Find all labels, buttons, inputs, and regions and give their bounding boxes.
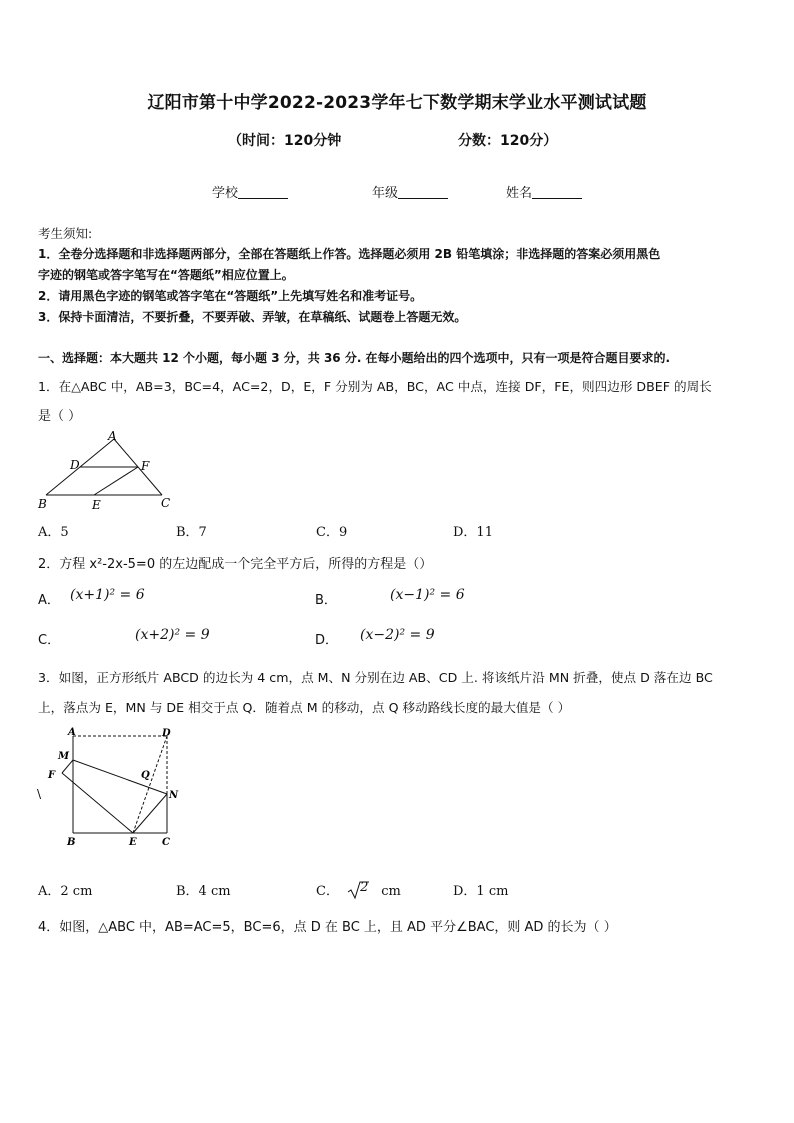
q3-label-q: Q xyxy=(141,770,150,781)
sqrt-argument: 2 xyxy=(360,880,369,895)
q3-segment-en xyxy=(133,794,167,833)
q3-option-c[interactable] xyxy=(316,880,401,900)
q3-label-b: B xyxy=(67,837,76,848)
notice-line-2: 字迹的钢笔或答字笔写在“答题纸”相应位置上。 xyxy=(38,268,294,282)
q2-option-d-label: D． xyxy=(315,633,339,648)
school-blank xyxy=(238,186,288,199)
q2-option-a[interactable]: (x+1)² = 6 xyxy=(70,587,145,603)
exam-score: 分数：120分） xyxy=(458,133,558,149)
q1-label-e: E xyxy=(92,498,101,512)
name-blank xyxy=(532,186,582,199)
notice-line-3: 2．请用黑色字迹的钢笔或答字笔在“答题纸”上先填写姓名和准考证号。 xyxy=(38,289,423,303)
q3-segment-de-dashed xyxy=(133,736,167,833)
q1-label-a: A xyxy=(108,429,117,443)
q3-line-2: 上，落点为 E，MN 与 DE 相交于点 Q．随着点 M 的移动，点 Q 移动路线长度的最大值是（ ） xyxy=(38,700,571,715)
q1-option-b[interactable]: B．7 xyxy=(176,525,207,540)
q2-option-c-label: C． xyxy=(38,633,61,648)
q3-label-d: D xyxy=(162,728,171,739)
q3-line-1: 3．如图，正方形纸片 ABCD 的边长为 4 cm，点 M、N 分别在边 AB、CD 上. 将该纸片沿 MN 折叠，使点 D 落在边 BC xyxy=(38,670,713,685)
q3-label-m: M xyxy=(58,751,70,762)
q1-triangle-figure xyxy=(34,428,184,516)
section-heading: 一、选择题：本大题共 12 个小题，每小题 3 分，共 36 分. 在每小题给出的四个选项中，只有一项是符合题目要求的. xyxy=(38,351,671,365)
q1-option-c[interactable]: C．9 xyxy=(316,525,348,540)
q3-label-f: F xyxy=(48,770,56,781)
q3-option-c-unit: cm xyxy=(381,884,401,899)
school-label: 学校 xyxy=(212,186,239,201)
name-field xyxy=(506,182,582,201)
page-title: 辽阳市第十中学2022-2023学年七下数学期末学业水平测试试题 xyxy=(147,93,647,113)
notice-line-1: 1．全卷分选择题和非选择题两部分，全部在答题纸上作答。选择题必须用 2B 铅笔填涂；非选择题的答案必须用黑色 xyxy=(38,247,661,261)
q1-segment-fe xyxy=(94,467,138,495)
q2-option-b-label: B． xyxy=(315,593,337,608)
exam-time: （时间：120分钟 xyxy=(228,133,342,149)
q3-label-c: C xyxy=(162,837,170,848)
q3-fold-line-mn xyxy=(73,760,167,794)
q2-option-c[interactable]: (x+2)² = 9 xyxy=(135,627,210,643)
grade-blank xyxy=(398,186,448,199)
q2-option-b[interactable]: (x−1)² = 6 xyxy=(390,587,465,603)
q2-option-d[interactable]: (x−2)² = 9 xyxy=(360,627,435,643)
grade-label: 年级 xyxy=(372,186,399,201)
q1-line-2: 是（ ） xyxy=(38,409,82,424)
q4-stem: 4．如图，△ABC 中，AB=AC=5，BC=6，点 D 在 BC 上，且 AD 平分∠BAC，则 AD 的长为（ ） xyxy=(38,920,617,935)
notice-line-4: 3．保持卡面清洁，不要折叠，不要弄破、弄皱，在草稿纸、试题卷上答题无效。 xyxy=(38,310,467,324)
q1-option-a[interactable]: A．5 xyxy=(38,525,69,540)
q3-option-a[interactable]: A．2 cm xyxy=(38,884,93,899)
q1-label-d: D xyxy=(70,458,80,472)
grade-field xyxy=(372,182,448,201)
q3-square-figure xyxy=(34,722,194,852)
q1-label-f: F xyxy=(141,459,150,473)
q3-label-n: N xyxy=(169,790,179,801)
q1-option-d[interactable]: D．11 xyxy=(453,525,493,540)
school-field xyxy=(212,182,288,201)
q1-line-1: 1．在△ABC 中，AB=3，BC=4，AC=2，D，E，F 分别为 AB，BC，AC 中点，连接 DF，FE，则四边形 DBEF 的周长 xyxy=(38,379,712,394)
q3-option-d[interactable]: D．1 cm xyxy=(453,884,509,899)
name-label: 姓名 xyxy=(506,186,533,201)
q3-option-b[interactable]: B．4 cm xyxy=(176,884,231,899)
q3-option-c-label: C． xyxy=(316,884,339,899)
q3-label-a: A xyxy=(68,727,76,738)
q3-label-e: E xyxy=(129,837,137,848)
sqrt-icon xyxy=(347,880,369,900)
q2-stem: 2．方程 x²-2x-5=0 的左边配成一个完全平方后，所得的方程是（） xyxy=(38,557,433,572)
q1-label-c: C xyxy=(161,496,171,510)
notice-heading: 考生须知: xyxy=(38,226,93,241)
q3-stray-mark: \ xyxy=(37,787,42,801)
q1-label-b: B xyxy=(38,497,47,511)
q2-option-a-label: A． xyxy=(38,593,60,608)
